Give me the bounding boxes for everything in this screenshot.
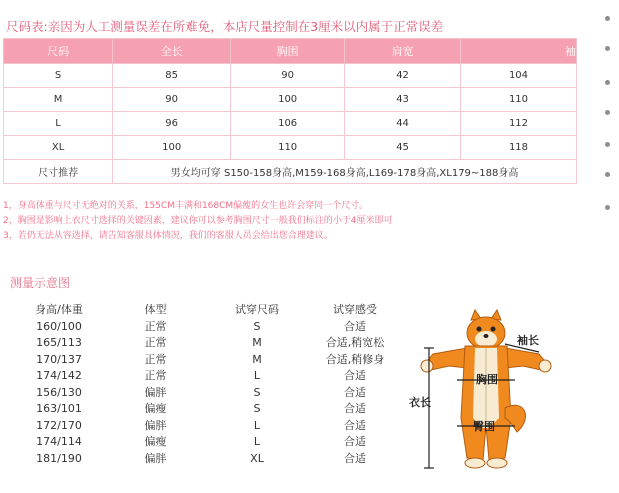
table-cell: XL xyxy=(4,136,113,160)
table-cell: 110 xyxy=(231,136,345,160)
measure-cell: 偏瘦 xyxy=(144,435,167,448)
measure-section-title: 测量示意图 xyxy=(10,276,71,290)
column-header-chest: 胸围 xyxy=(231,39,345,64)
garment-length-label: 衣长 xyxy=(409,396,431,409)
measure-cell: S xyxy=(253,319,261,333)
list-item xyxy=(20,418,409,435)
list-item xyxy=(20,451,409,468)
table-cell: 44 xyxy=(345,112,461,136)
table-cell: S xyxy=(4,64,113,88)
measure-cell: 170/137 xyxy=(36,352,82,366)
size-table xyxy=(3,38,577,184)
measure-cell: 合适 xyxy=(344,418,366,432)
measure-cell: XL xyxy=(250,451,264,465)
measure-cell: 156/130 xyxy=(36,385,82,399)
table-cell: 96 xyxy=(113,112,231,136)
table-row xyxy=(4,88,577,112)
list-item xyxy=(20,319,409,336)
measure-cell: 正常 xyxy=(144,369,167,382)
list-item xyxy=(20,385,409,402)
note-line: 2，胸围是影响上衣尺寸选择的关键因素，建议你可以参考胸围尺寸一般我们标注的小于4厘米即可 xyxy=(3,216,393,226)
table-row xyxy=(4,64,577,88)
list-item xyxy=(20,434,409,451)
size-table-header-row xyxy=(4,39,577,64)
sleeve-length-label: 袖长 xyxy=(517,334,539,347)
table-cell: 85 xyxy=(113,64,231,88)
table-cell: 110 xyxy=(460,88,576,112)
measure-cell: S xyxy=(253,402,261,415)
hip-label: 臀围 xyxy=(473,420,495,433)
measure-cell: L xyxy=(253,435,261,448)
fox-costume-illustration xyxy=(405,308,565,473)
table-cell: 90 xyxy=(113,88,231,112)
measure-header-body-type: 体型 xyxy=(144,303,167,316)
bullet-icon xyxy=(605,110,610,115)
measure-cell: M xyxy=(252,352,262,366)
table-cell: L xyxy=(4,112,113,136)
measure-cell: L xyxy=(253,369,261,382)
table-cell: 42 xyxy=(345,64,461,88)
table-cell: 104 xyxy=(460,64,576,88)
table-cell: 100 xyxy=(231,88,345,112)
measure-cell: 合适,稍修身 xyxy=(325,352,385,366)
note-line: 1，身高体重与尺寸无绝对的关系，155CM丰满和168CM偏瘦的女生也许会穿同一个尺寸。 xyxy=(3,201,369,211)
table-cell: 118 xyxy=(460,136,576,160)
note-line: 3，若仍无法从容选择，请告知客服具体情况，我们的客服人员会给出您合理建议。 xyxy=(3,231,333,241)
recommend-text: 男女均可穿 S150-158身高,M159-168身高,L169-178身高,XL179~188身高 xyxy=(113,160,577,184)
list-item xyxy=(20,335,409,352)
size-chart-title: 尺码表:亲因为人工测量误差在所难免，本店尺量控制在3厘米以内属于正常误差 xyxy=(6,19,444,34)
list-item xyxy=(20,352,409,369)
measure-cell: 合适,稍宽松 xyxy=(325,336,385,349)
measure-cell: M xyxy=(252,336,262,349)
measure-cell: 正常 xyxy=(144,336,167,349)
table-row xyxy=(4,112,577,136)
table-cell: 106 xyxy=(231,112,345,136)
list-item xyxy=(20,368,409,385)
table-cell: M xyxy=(4,88,113,112)
measure-cell: 165/113 xyxy=(36,336,82,349)
measure-cell: 合适 xyxy=(344,385,366,399)
measure-cell: 偏胖 xyxy=(144,418,167,432)
measure-cell: S xyxy=(253,385,261,399)
column-header-size: 尺码 xyxy=(4,39,113,64)
measure-header-trial-size: 试穿尺码 xyxy=(235,303,279,316)
right-sidebar xyxy=(577,0,619,493)
measure-header-height-weight: 身高/体重 xyxy=(35,303,83,316)
bullet-icon xyxy=(605,80,610,85)
list-item xyxy=(20,401,409,418)
recommend-label: 尺寸推荐 xyxy=(4,160,113,184)
bullet-icon xyxy=(605,46,610,51)
table-cell: 112 xyxy=(460,112,576,136)
measure-cell: 合适 xyxy=(344,435,366,448)
measure-cell: 偏胖 xyxy=(144,451,167,465)
measure-cell: 合适 xyxy=(344,451,366,465)
column-header-length: 全长 xyxy=(113,39,231,64)
measure-cell: 合适 xyxy=(344,369,366,382)
measure-cell: 172/170 xyxy=(36,418,82,432)
measure-cell: 合适 xyxy=(344,319,366,333)
measure-cell: 偏胖 xyxy=(144,385,167,399)
measure-header-fit-feeling: 试穿感受 xyxy=(333,303,377,316)
table-row xyxy=(4,136,577,160)
recommend-row xyxy=(4,160,577,184)
measure-cell: 正常 xyxy=(144,319,167,333)
column-header-shoulder: 肩宽 xyxy=(345,39,461,64)
measure-cell: 正常 xyxy=(144,352,167,366)
measure-cell: 174/142 xyxy=(36,369,82,382)
table-cell: 100 xyxy=(113,136,231,160)
table-cell: 90 xyxy=(231,64,345,88)
bullet-icon xyxy=(605,205,610,210)
measure-cell: 181/190 xyxy=(36,451,82,465)
measure-table xyxy=(20,302,409,467)
bullet-icon xyxy=(605,16,610,21)
measure-cell: 160/100 xyxy=(36,319,82,333)
measure-cell: L xyxy=(253,418,261,432)
bullet-icon xyxy=(605,172,610,177)
table-cell: 43 xyxy=(345,88,461,112)
bullet-icon xyxy=(605,142,610,147)
measure-cell: 163/101 xyxy=(36,402,82,415)
measure-cell: 174/114 xyxy=(36,435,82,448)
column-header-sleeve: 袖 xyxy=(460,39,576,64)
costume-measure-diagram xyxy=(405,308,565,473)
table-cell: 45 xyxy=(345,136,461,160)
measure-cell: 合适 xyxy=(344,402,366,415)
measure-header-row xyxy=(20,302,409,319)
size-notes xyxy=(3,199,392,244)
chest-label: 胸围 xyxy=(476,373,498,386)
measure-cell: 偏瘦 xyxy=(144,402,167,415)
